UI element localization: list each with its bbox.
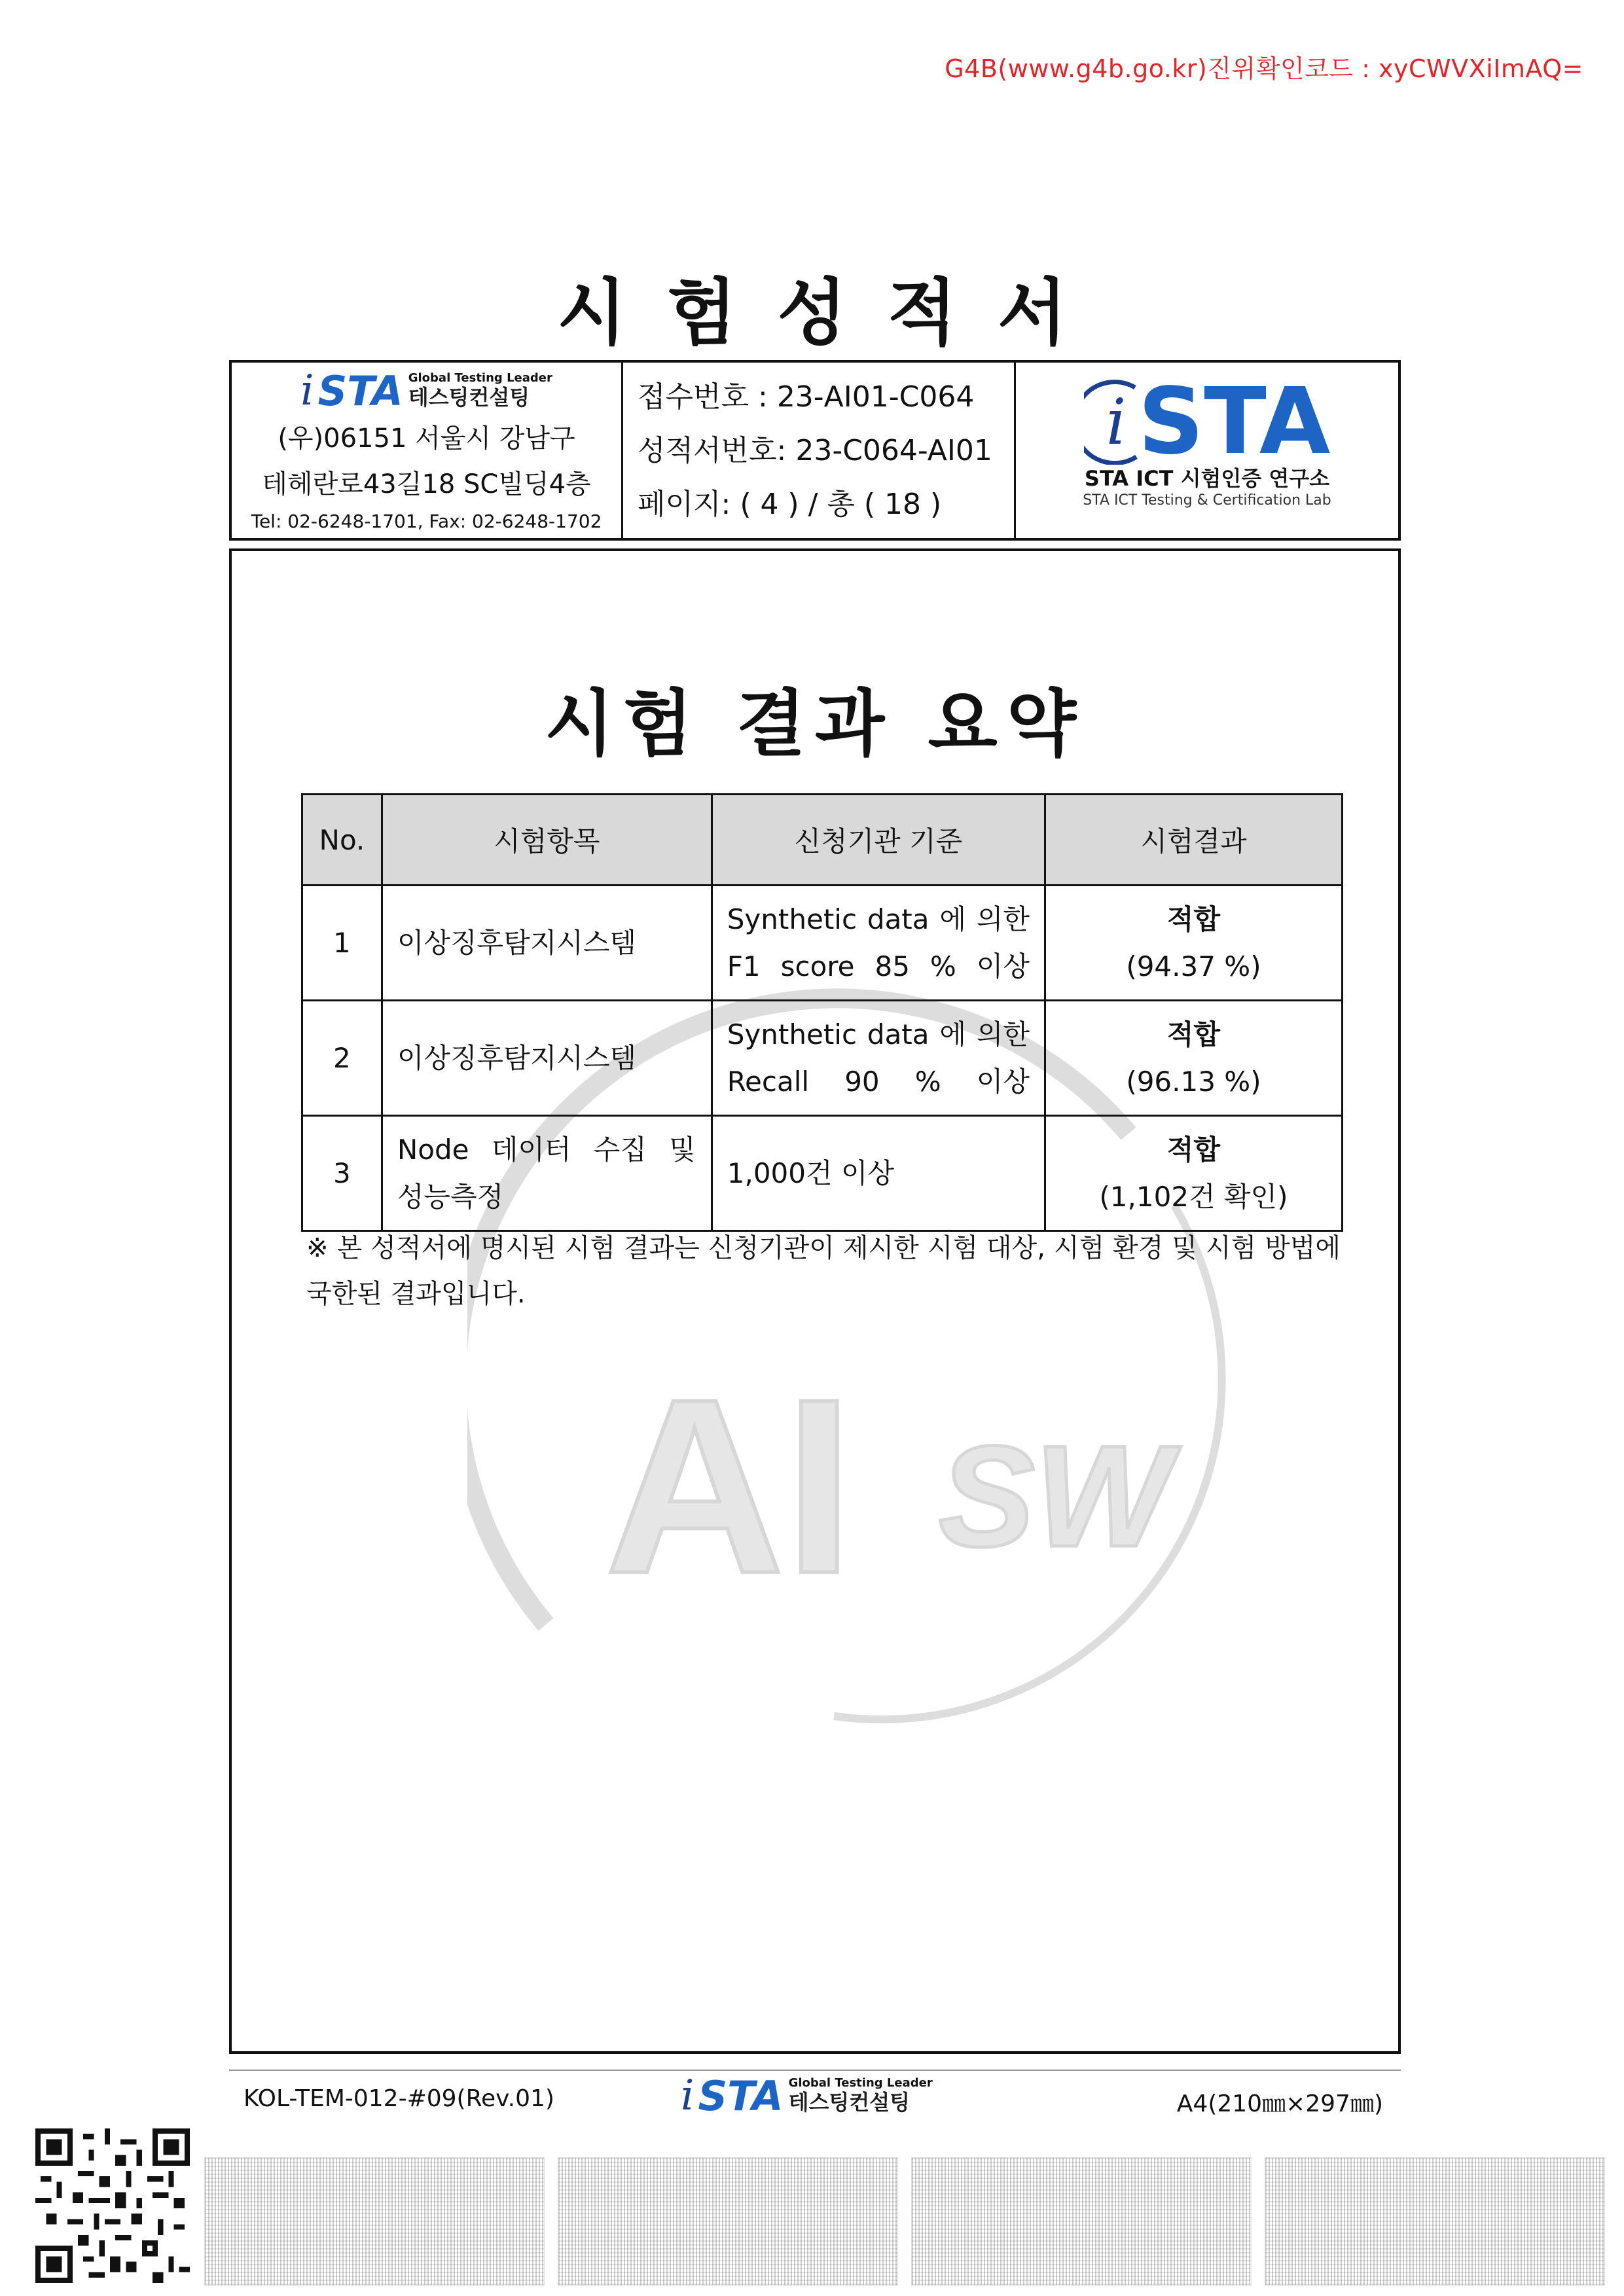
footer-logo-brand: STA (698, 2072, 784, 2120)
footer-logo (681, 2072, 933, 2120)
row-item: 이상징후탐지시스템 (382, 886, 712, 1001)
header-result: 시험결과 (1045, 795, 1342, 886)
header-test-item: 시험항목 (382, 795, 712, 886)
address-line-1: (우)06151 서울시 강남구 (278, 423, 575, 454)
company-logo (232, 367, 621, 415)
row-criteria (712, 886, 1045, 1001)
receipt-number: 접수번호 : 23-AI01-C064 (638, 380, 975, 414)
report-number: 성적서번호: 23-C064-AI01 (638, 434, 992, 467)
row-no: 2 (302, 1001, 382, 1116)
table-row (302, 886, 1343, 1001)
item-line: Node 데이터 수집 및 (397, 1133, 696, 1166)
row-result (1045, 886, 1342, 1001)
logo-name: 테스팅컨설팅 (408, 385, 530, 410)
criteria-line: Synthetic data 에 의한 (727, 1018, 1030, 1050)
security-strip (911, 2157, 1252, 2286)
row-result (1045, 1001, 1342, 1116)
qr-code-icon (35, 2128, 190, 2283)
row-item (382, 1116, 712, 1231)
header-criteria: 신청기관 기준 (712, 795, 1045, 886)
security-strip (204, 2157, 545, 2286)
footer-logo-tagline: Global Testing Leader (788, 2076, 933, 2090)
header-box (229, 360, 1401, 541)
logo-brand: STA (317, 367, 403, 415)
watermark-main: AI (605, 1347, 854, 1625)
report-info (623, 363, 1016, 538)
criteria-line: F1 score 85 % 이상 (727, 950, 1030, 982)
document-title: 시험성적서 (556, 271, 1108, 355)
criteria-line: Recall 90 % 이상 (727, 1065, 1030, 1098)
table-row (302, 1116, 1343, 1231)
footer-logo-i-mark-icon: i (681, 2072, 695, 2120)
company-info (232, 363, 623, 538)
criteria-line: Synthetic data 에 의한 (727, 903, 1030, 935)
row-no: 1 (302, 886, 382, 1001)
logo-tagline: Global Testing Leader (408, 371, 552, 385)
page-info: 페이지: ( 4 ) / 총 ( 18 ) (638, 488, 942, 521)
watermark-sub: SW (939, 1416, 1171, 1577)
results-table (301, 793, 1343, 1232)
phone-fax: Tel: 02-6248-1701, Fax: 02-6248-1702 (251, 511, 602, 532)
row-no: 3 (302, 1116, 382, 1231)
disclaimer-note: ※ 본 성적서에 명시된 시험 결과는 신청기관이 제시한 시험 대상, 시험 환경 및 시험 방법에 국한된 결과입니다. (306, 1233, 1341, 1309)
item-line: 성능측정 (397, 1180, 504, 1213)
lab-logo-i-mark-icon: i (1106, 386, 1127, 459)
lab-logo (1016, 363, 1398, 538)
lab-name: STA ICT 시험인증 연구소 (1084, 466, 1330, 491)
security-strip (1265, 2157, 1605, 2286)
table-row (302, 1001, 1343, 1116)
result-detail: (96.13 %) (1126, 1065, 1261, 1098)
security-strip (558, 2157, 898, 2286)
form-code: KOL-TEM-012-#09(Rev.01) (244, 2085, 554, 2112)
row-item: 이상징후탐지시스템 (382, 1001, 712, 1116)
logo-i-mark-icon: i (300, 367, 314, 415)
section-title: 시험 결과 요약 (544, 682, 1086, 766)
result-verdict: 적합 (1166, 1133, 1221, 1166)
verification-code: G4B(www.g4b.go.kr)진위확인코드 : xyCWVXiImAQ= (945, 54, 1583, 83)
footer-divider (229, 2070, 1401, 2071)
header-no: No. (302, 795, 382, 886)
result-verdict: 적합 (1166, 1018, 1221, 1050)
paper-size: A4(210㎜×297㎜) (1176, 2090, 1383, 2117)
criteria-line: 1,000건 이상 (727, 1157, 895, 1189)
footer-logo-name: 테스팅컨설팅 (788, 2090, 911, 2115)
result-detail: (94.37 %) (1126, 950, 1261, 982)
row-result (1045, 1116, 1342, 1231)
address-line-2: 테헤란로43길18 SC빌딩4층 (262, 469, 591, 499)
lab-logo-brand: STA (1138, 368, 1331, 475)
result-verdict: 적합 (1166, 903, 1221, 935)
row-criteria (712, 1116, 1045, 1231)
table-header-row (302, 795, 1343, 886)
main-content-box (229, 548, 1401, 2054)
lab-name-en: STA ICT Testing & Certification Lab (1083, 492, 1331, 509)
row-criteria (712, 1001, 1045, 1116)
result-detail: (1,102건 확인) (1099, 1180, 1288, 1213)
